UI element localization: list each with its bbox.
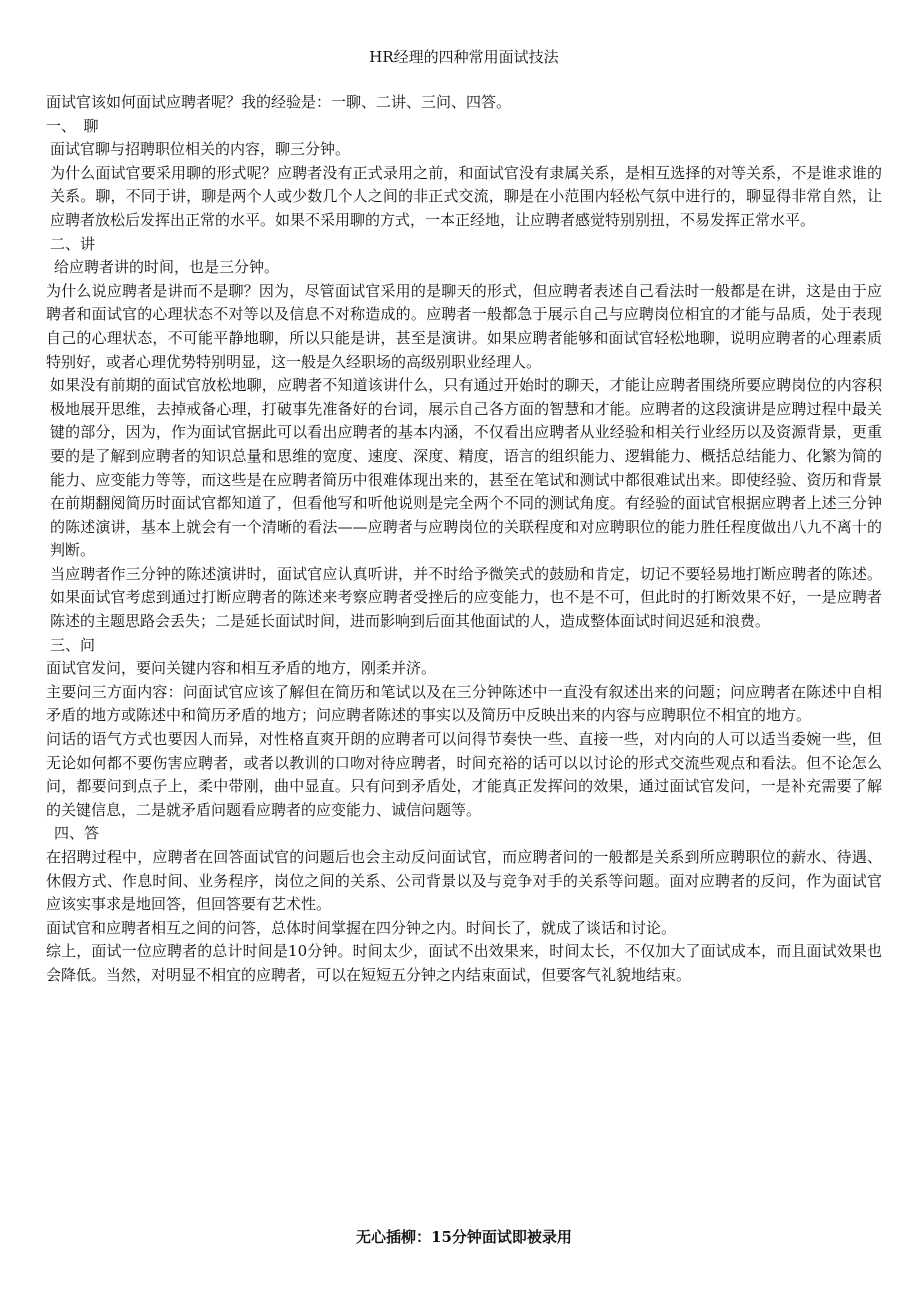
paragraph: 综上，面试一位应聘者的总计时间是10分钟。时间太少，面试不出效果来，时间太长，不仅加大了面试成本，而且面试效果也会降低。当然，对明显不相宜的应聘者，可以在短短五分钟之内结束面试，但要客气礼貌地结束。 (46, 942, 882, 984)
paragraph: 给应聘者讲的时间，也是三分钟。 (54, 258, 280, 277)
section-heading-chat: 一、 聊 (46, 116, 99, 135)
next-article-heading: 无心插柳：15分钟面试即被录用 (356, 1228, 572, 1246)
section-heading-talk: 二、讲 (50, 234, 96, 253)
paragraph: 在招聘过程中，应聘者在回答面试官的问题后也会主动反问面试官，而应聘者问的一般都是关系到所应聘职位的薪水、待遇、休假方式、作息时间、业务程序，岗位之间的关系、公司背景以及与竞争对手的关系等问题。面对应聘者的反问，作为面试官应该实事求是地回答，但回答要有艺术性。 (46, 848, 882, 914)
paragraph: 面试官和应聘者相互之间的问答，总体时间掌握在四分钟之内。时间长了，就成了谈话和讨论。 (46, 918, 677, 937)
intro-paragraph: 面试官该如何面试应聘者呢？我的经验是：一聊、二讲、三问、四答。 (46, 93, 512, 111)
section-heading-answer: 四、答 (54, 824, 100, 843)
paragraph: 如果没有前期的面试官放松地聊，应聘者不知道该讲什么，只有通过开始时的聊天，才能让应聘者围绕所要应聘岗位的内容积极地展开思维，去掉戒备心理，打破事先准备好的台词，展示自己各方面的智慧和才能。应聘者的这段演讲是应聘过程中最关键的部分，因为，作为面试官据此可以看出应聘者的基本内涵，不仅看出应聘者从业经验和相关行业经历以及资源背景，更重要的是了解到应聘者的知识总量和思维的宽度、速度、深度、精度，语言的组织能力、逻辑能力、概括总结能力、化繁为简的能力、应变能力等等，而这些是在应聘者简历中很难体现出来的，甚至在笔试和测试中都很难试出来。即使经验、资历和背景在前期翻阅简历时面试官都知道了，但看他写和听他说则是完全两个不同的测试角度。有经验的面试官根据应聘者上述三分钟的陈述演讲，基本上就会有一个清晰的看法——应聘者与应聘岗位的关联程度和对应聘职位的能力胜任程度做出八九不离十的判断。 (50, 376, 882, 560)
section-heading-ask: 三、问 (50, 635, 96, 654)
document-title: HR经理的四种常用面试技法 (369, 48, 559, 66)
paragraph: 为什么面试官要采用聊的形式呢？应聘者没有正式录用之前，和面试官没有隶属关系，是相互选择的对等关系，不是谁求谁的关系。聊，不同于讲，聊是两个人或少数几个人之间的非正式交流，聊是在小范围内轻松气氛中进行的，聊显得非常自然，让应聘者放松后发挥出正常的水平。如果不采用聊的方式，一本正经地，让应聘者感觉特别别扭，不易发挥正常水平。 (50, 163, 882, 229)
document-body (46, 91, 882, 988)
paragraph: 面试官发问，要问关键内容和相互矛盾的地方，刚柔并济。 (46, 659, 437, 678)
paragraph: 面试官聊与招聘职位相关的内容，聊三分钟。 (50, 140, 351, 159)
paragraph: 当应聘者作三分钟的陈述演讲时，面试官应认真听讲，并不时给予微笑式的鼓励和肯定，切记不要轻易地打断应聘者的陈述。如果面试官考虑到通过打断应聘者的陈述来考察应聘者受挫后的应变能力，也不是不可，但此时的打断效果不好，一是应聘者陈述的主题思路会丢失；二是延长面试时间，进而影响到后面其他面试的人，造成整体面试时间迟延和浪费。 (50, 564, 882, 631)
paragraph: 问话的语气方式也要因人而异，对性格直爽开朗的应聘者可以问得节奏快一些、直接一些，对内向的人可以适当委婉一些，但无论如何都不要伤害应聘者，或者以教训的口吻对待应聘者，时间充裕的话可以以讨论的形式交流些观点和看法。但不论怎么问，都要问到点子上，柔中带刚，曲中显直。只有问到矛盾处，才能真正发挥问的效果，通过面试官发问，一是补充需要了解的关键信息，二是就矛盾问题看应聘者的应变能力、诚信问题等。 (46, 730, 882, 819)
paragraph: 主要问三方面内容：问面试官应该了解但在简历和笔试以及在三分钟陈述中一直没有叙述出来的问题；问应聘者在陈述中自相矛盾的地方或陈述中和简历矛盾的地方；问应聘者陈述的事实以及简历中反映出来的内容与应聘职位不相宜的地方。 (46, 682, 882, 725)
paragraph: 为什么说应聘者是讲而不是聊？因为，尽管面试官采用的是聊天的形式，但应聘者表述自己看法时一般都是在讲，这是由于应聘者和面试官的心理状态不对等以及信息不对称造成的。应聘者一般都急于展示自己与应聘岗位相宜的才能与品质，处于表现自己的心理状态，不可能平静地聊，所以只能是讲，甚至是演讲。如果应聘者能够和面试官轻松地聊，说明应聘者的心理素质特别好，或者心理优势特别明显，这一般是久经职场的高级别职业经理人。 (46, 281, 882, 371)
